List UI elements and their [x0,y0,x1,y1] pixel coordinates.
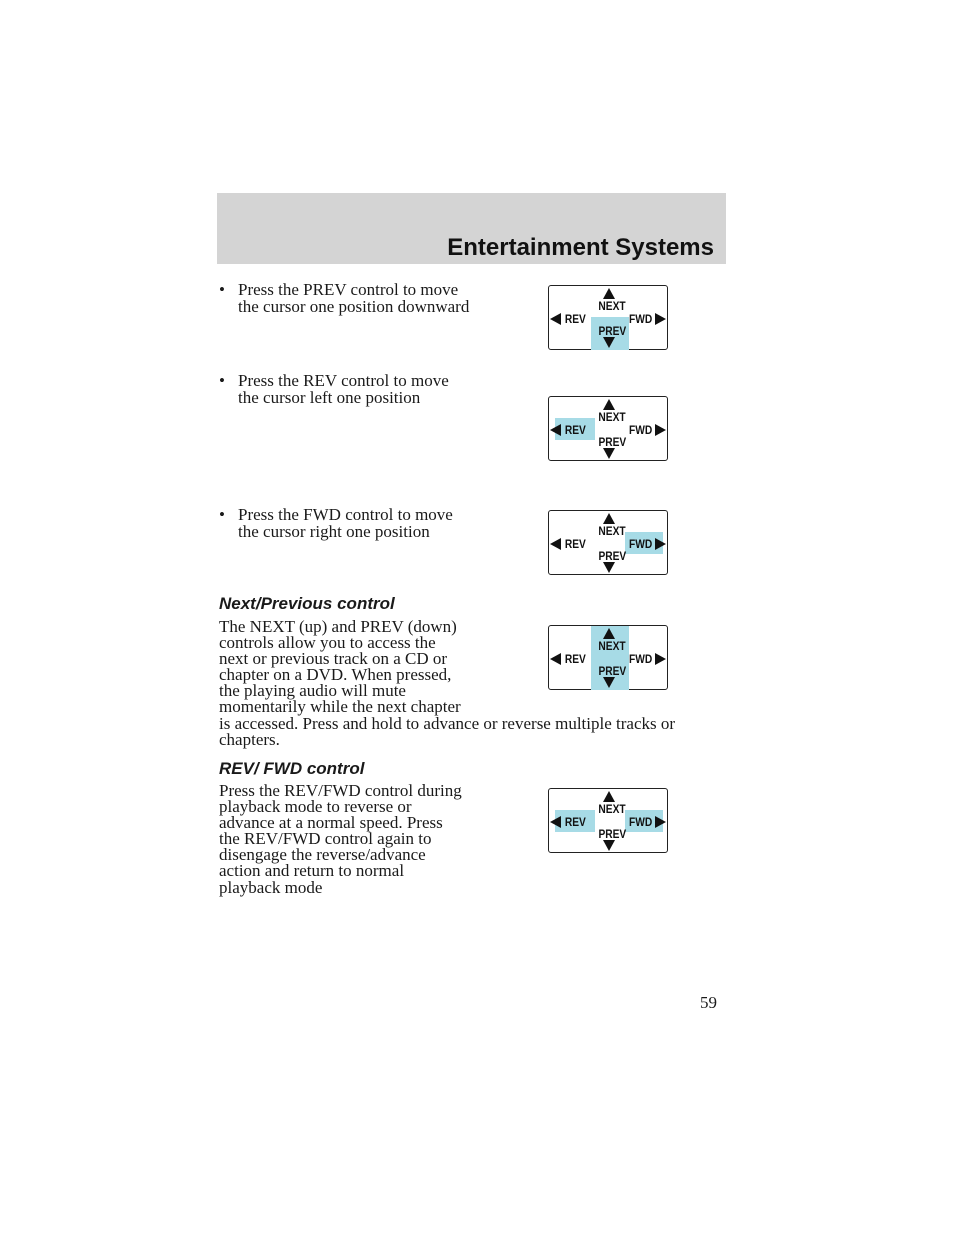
next-previous-line: The NEXT (up) and PREV (down) [219,617,457,636]
control-diagram-rev [548,396,668,461]
rev-label: REV [564,537,586,551]
arrow-right-icon [655,816,666,828]
bullet-marker: • [219,505,225,524]
rev-label: REV [564,312,586,326]
arrow-up-icon [603,288,615,299]
prev-label: PREV [598,664,627,678]
rev-label: REV [564,423,586,437]
arrow-left-icon [550,653,561,665]
arrow-left-icon [550,538,561,550]
control-diagram-next-prev [548,625,668,690]
bullet-text-line: the cursor one position downward [238,297,470,316]
bullet-text-line: the cursor right one position [238,522,430,541]
next-previous-line: the playing audio will mute [219,681,406,700]
fwd-label: FWD [629,423,653,437]
bullet-text-line: the cursor left one position [238,388,421,407]
next-previous-heading: Next/Previous control [219,594,395,613]
arrow-right-icon [655,653,666,665]
fwd-label: FWD [629,312,653,326]
arrow-up-icon [603,513,615,524]
rev-fwd-line: advance at a normal speed. Press [219,813,443,832]
rev-label: REV [564,652,586,666]
arrow-up-icon [603,399,615,410]
bullet-text-line: Press the REV control to move [238,371,449,390]
rev-label: REV [564,815,586,829]
next-previous-line: is accessed. Press and hold to advance or reverse multiple tracks or [219,714,676,733]
next-label: NEXT [598,410,626,424]
next-previous-line: momentarily while the next chapter [219,697,461,716]
bullet-marker: • [219,280,225,299]
prev-label: PREV [598,827,627,841]
prev-label: PREV [598,324,627,338]
prev-label: PREV [598,435,627,449]
arrow-down-icon [603,677,615,688]
next-previous-line: chapter on a DVD. When pressed, [219,665,452,684]
arrow-right-icon [655,424,666,436]
rev-fwd-line: disengage the reverse/advance [219,845,426,864]
arrow-down-icon [603,337,615,348]
arrow-left-icon [550,424,561,436]
control-diagram-fwd [548,510,668,575]
arrow-up-icon [603,628,615,639]
arrow-left-icon [550,313,561,325]
arrow-right-icon [655,313,666,325]
fwd-label: FWD [629,815,653,829]
control-diagram-rev-fwd [548,788,668,853]
next-label: NEXT [598,299,626,313]
rev-fwd-heading: REV/ FWD control [219,759,365,778]
arrow-up-icon [603,791,615,802]
arrow-down-icon [603,448,615,459]
bullet-text-line: Press the PREV control to move [238,280,459,299]
rev-fwd-line: playback mode to reverse or [219,797,412,816]
rev-fwd-line: action and return to normal [219,861,405,880]
next-previous-line: chapters. [219,730,280,749]
fwd-label: FWD [629,537,653,551]
page-number: 59 [700,993,717,1012]
next-label: NEXT [598,524,626,538]
section-header-band [217,193,726,264]
next-previous-line: next or previous track on a CD or [219,649,448,668]
rev-fwd-line: the REV/FWD control again to [219,829,432,848]
arrow-down-icon [603,562,615,573]
section-title: Entertainment Systems [447,234,714,261]
control-diagram-prev [548,285,668,350]
next-label: NEXT [598,802,626,816]
next-label: NEXT [598,639,626,653]
prev-label: PREV [598,549,627,563]
arrow-right-icon [655,538,666,550]
arrow-left-icon [550,816,561,828]
next-previous-line: controls allow you to access the [219,633,436,652]
rev-fwd-line: Press the REV/FWD control during [219,781,462,800]
arrow-down-icon [603,840,615,851]
bullet-text-line: Press the FWD control to move [238,505,453,524]
rev-fwd-line: playback mode [219,878,323,897]
fwd-label: FWD [629,652,653,666]
bullet-marker: • [219,371,225,390]
